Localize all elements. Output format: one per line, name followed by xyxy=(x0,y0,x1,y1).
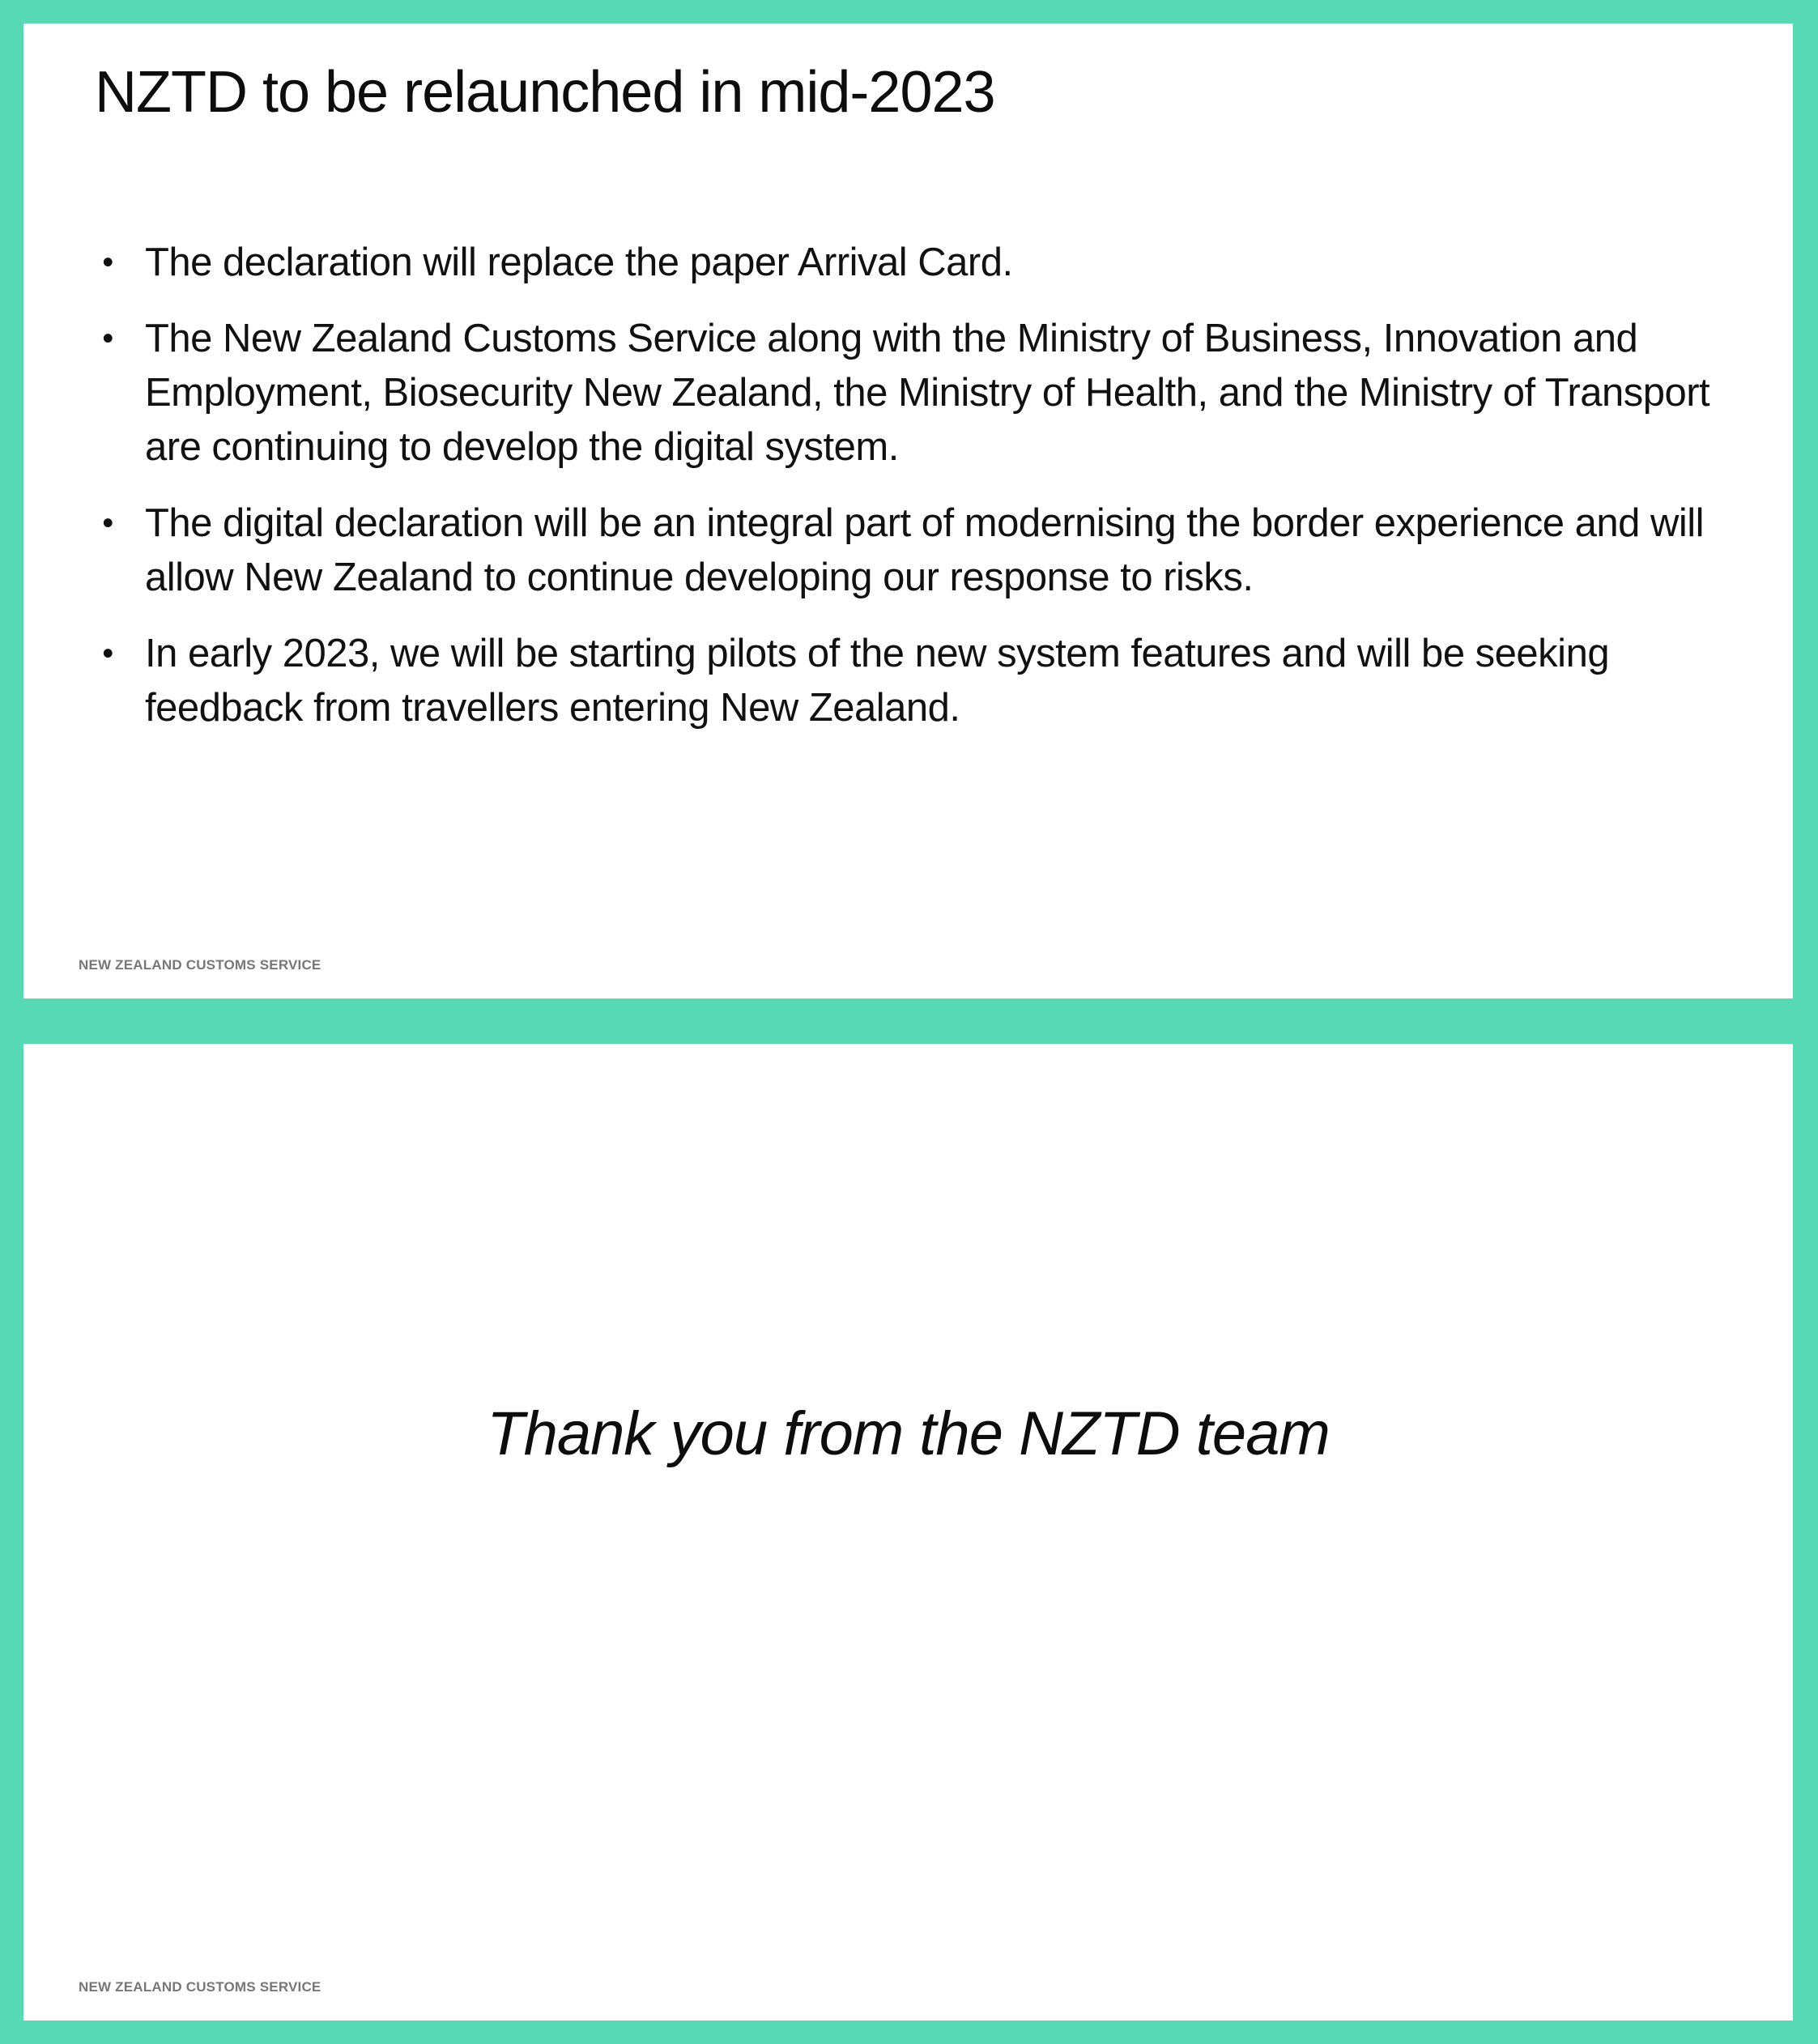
bullet-item xyxy=(92,312,1760,475)
bullet-icon: • xyxy=(102,636,113,671)
bullet-item xyxy=(92,496,1760,605)
bullet-icon: • xyxy=(102,505,113,541)
bullet-list xyxy=(92,236,1760,757)
slide-relaunch xyxy=(23,23,1793,999)
bullet-text: In early 2023, we will be starting pilots of the new system features and will be seeking feedback from travellers entering New Zealand. xyxy=(145,632,1610,730)
bullet-text: The New Zealand Customs Service along with the Ministry of Business, Innovation and Employment, Biosecurity New Zealand, the Ministry of Health, and the Ministry of Transport are continuing to develop the digital system. xyxy=(145,317,1710,469)
bullet-item xyxy=(92,627,1760,735)
footer-label: NEW ZEALAND CUSTOMS SERVICE xyxy=(79,1979,321,1995)
bullet-text: The digital declaration will be an integral part of modernising the border experience and will allow New Zealand to continue developing our response to risks. xyxy=(145,501,1705,599)
slide-title: NZTD to be relaunched in mid-2023 xyxy=(95,60,995,125)
footer-label: NEW ZEALAND CUSTOMS SERVICE xyxy=(79,957,321,973)
bullet-icon: • xyxy=(102,321,113,356)
bullet-icon: • xyxy=(102,245,113,280)
thank-you-message: Thank you from the NZTD team xyxy=(487,1399,1330,1468)
bullet-text: The declaration will replace the paper Arrival Card. xyxy=(145,241,1013,284)
slide-thank-you xyxy=(23,1044,1793,2021)
bullet-item xyxy=(92,236,1760,290)
